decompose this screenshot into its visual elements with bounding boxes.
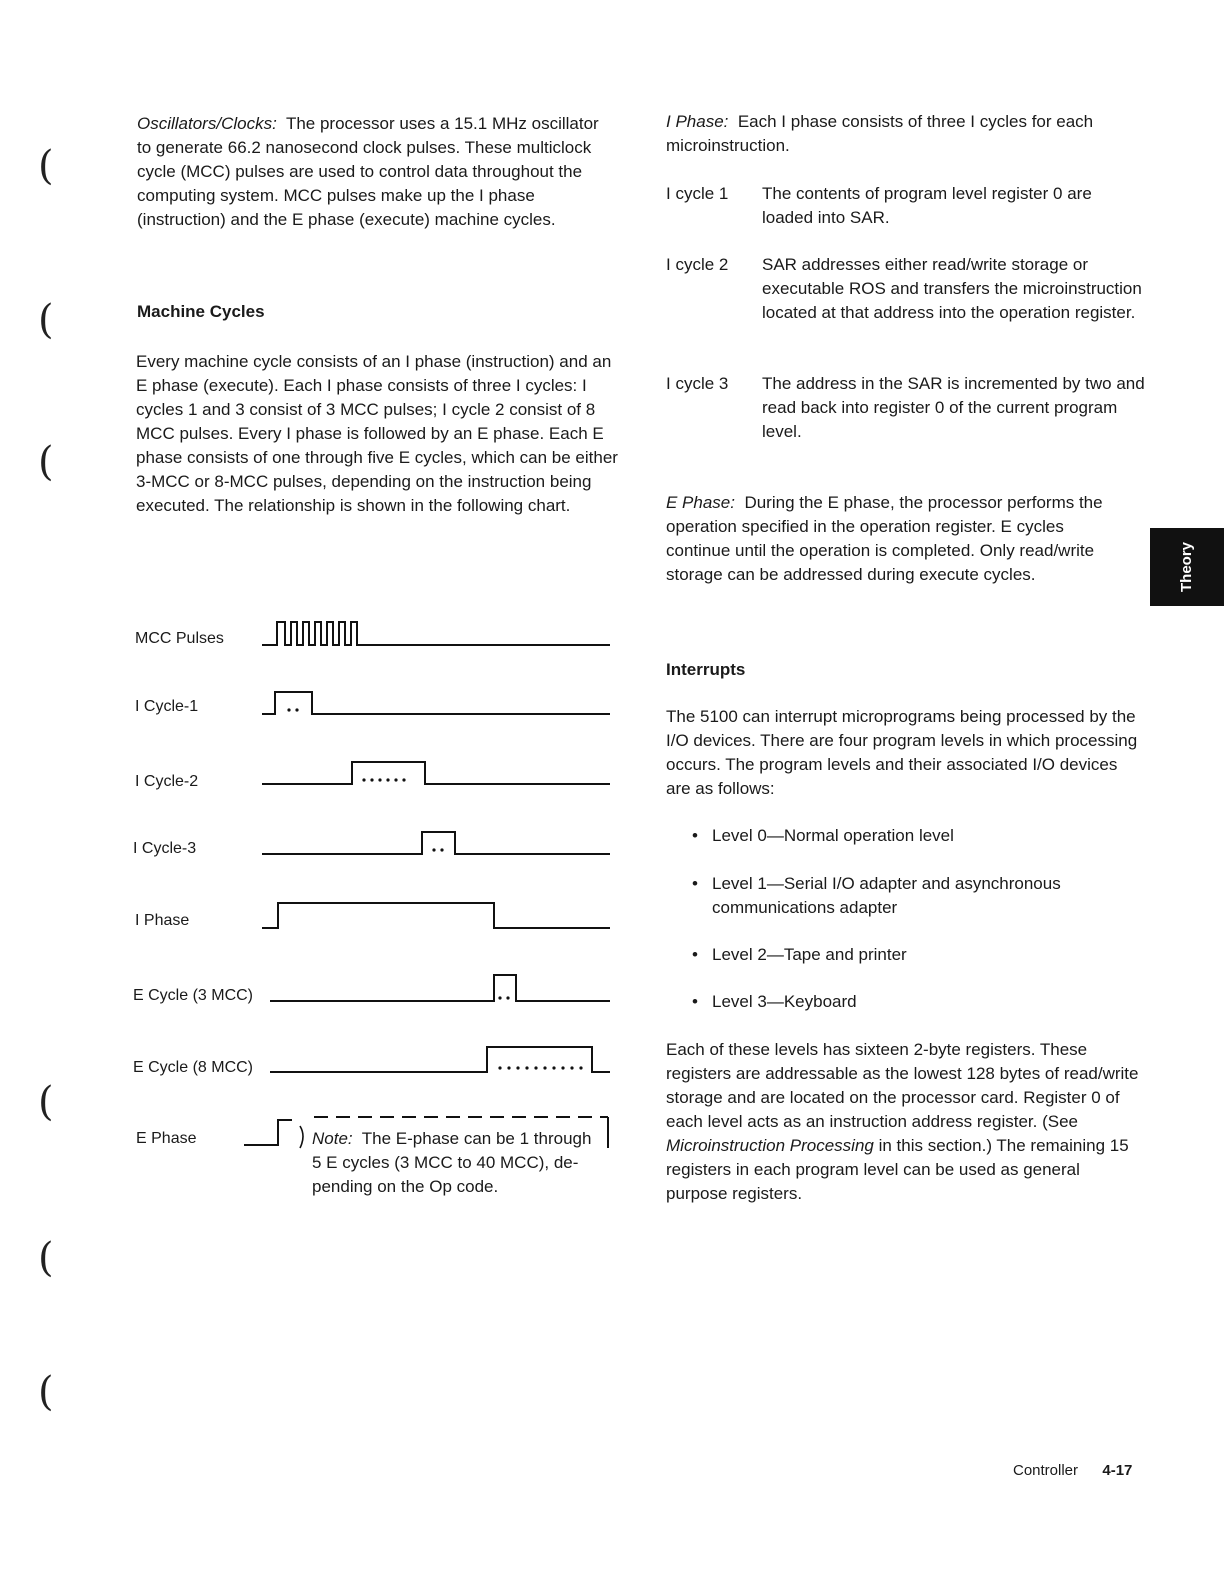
label-i-cycle-1: I Cycle-1: [135, 698, 199, 715]
i-cycle-3-key: I cycle 3: [666, 374, 729, 393]
wave-mcc-pulses: [262, 622, 610, 645]
interrupts-text: The 5100 can interrupt microprograms being processed by the I/O devices. There are four program levels in which processing occurs. The program levels and their associated I/O devices are as follows:: [666, 707, 1138, 798]
level-1-text: Level 1—Serial I/O adapter and asynchronous communications adapter: [712, 874, 1061, 917]
note-bracket: [300, 1126, 303, 1148]
page-number: 4-17: [1102, 1462, 1133, 1479]
e-phase-label: E Phase:: [666, 493, 735, 512]
binder-hole-mark: (: [38, 143, 54, 189]
oscillators-label: Oscillators/Clocks:: [137, 114, 277, 133]
interrupts-heading: Interrupts: [666, 660, 746, 679]
i-phase-paragraph: [666, 110, 1136, 158]
machine-cycles-heading: Machine Cycles: [137, 302, 265, 321]
wave-i-cycle-1: [262, 692, 610, 714]
i-phase-text: Each I phase consists of three I cycles for each microinstruction.: [666, 112, 1094, 155]
bullet-icon: •: [692, 874, 698, 893]
level-0-text: Level 0—Normal operation level: [712, 826, 954, 845]
binder-hole-mark: (: [38, 1079, 54, 1125]
footer: [1013, 1459, 1132, 1483]
level-2-text: Level 2—Tape and printer: [712, 945, 907, 964]
label-i-phase: I Phase: [135, 912, 190, 929]
i-cycle-2-desc: SAR addresses either read/write storage or executable ROS and transfers the microinstruction located at that address into the operation register.: [762, 255, 1142, 322]
registers-paragraph: [666, 1038, 1146, 1206]
note-line-2: 5 E cycles (3 MCC to 40 MCC), de-: [312, 1153, 579, 1172]
label-e-phase: E Phase: [136, 1130, 197, 1147]
i-cycle-3-desc: The address in the SAR is incremented by two and read back into register 0 of the current program level.: [762, 374, 1145, 441]
machine-cycles-text: Every machine cycle consists of an I phase (instruction) and an E phase (execute). Each I phase consists of three I cycles: I cycles 1 and 3 consist of 3 MCC pulses; I cycle 2 consist of 8 MCC pulses. Every I phase is followed by an E phase. Each E phase consists of one through five E cycles, which can be either 3-MCC or 8-MCC pulses, depending on the instruction being executed. The relationship is shown in the following chart.: [136, 352, 618, 515]
label-e-cycle-8mcc: E Cycle (8 MCC): [133, 1056, 255, 1080]
binder-hole-mark: (: [38, 439, 54, 485]
bullet-icon: •: [692, 945, 698, 964]
wave-e-cycle-3mcc: [270, 975, 610, 1001]
note-line-3: pending on the Op code.: [312, 1177, 499, 1196]
level-3-text: Level 3—Keyboard: [712, 992, 857, 1011]
note-line-1: The E-phase can be 1 through: [361, 1129, 592, 1148]
i-cycle-1-desc: The contents of program level register 0 are loaded into SAR.: [762, 184, 1092, 227]
label-e-cycle-3mcc: E Cycle (3 MCC): [133, 984, 255, 1008]
i-cycle-1-key: I cycle 1: [666, 184, 729, 203]
section-tab-label: Theory: [1178, 541, 1195, 593]
label-mcc-pulses: MCC Pulses: [135, 630, 224, 647]
timing-note: [312, 1127, 612, 1199]
note-label: Note:: [312, 1129, 353, 1148]
binder-hole-mark: (: [38, 1369, 54, 1415]
e-phase-text: During the E phase, the processor performs the operation specified in the operation register. E cycles continue until the operation is completed. Only read/write storage can be addressed during execute cycles.: [666, 493, 1103, 584]
label-i-cycle-3: I Cycle-3: [133, 840, 197, 857]
bullet-icon: •: [692, 992, 698, 1011]
interrupts-paragraph: [666, 705, 1140, 801]
binder-hole-mark: (: [38, 297, 54, 343]
label-i-cycle-2: I Cycle-2: [135, 773, 199, 790]
i-phase-label: I Phase:: [666, 112, 729, 131]
registers-ref: Microinstruction Processing: [666, 1136, 874, 1155]
bullet-icon: •: [692, 826, 698, 845]
wave-e-phase: [244, 1120, 292, 1145]
wave-e-cycle-8mcc: [270, 1047, 610, 1072]
wave-i-cycle-2: [262, 762, 610, 784]
oscillators-text: The processor uses a 15.1 MHz oscillator to generate 66.2 nanosecond clock pulses. These multiclock cycle (MCC) pulses are used to control data throughout the computing system. MCC pulses make up the I phase (instruction) and the E phase (execute) machine cycles.: [137, 114, 599, 229]
wave-i-phase: [262, 903, 610, 928]
footer-section: Controller: [1013, 1462, 1079, 1479]
registers-text-2: in this section.) The remaining 15 registers in each program level can be used as general purpose registers.: [666, 1136, 1129, 1203]
e-phase-paragraph: [666, 491, 1132, 587]
binder-hole-mark: (: [38, 1235, 54, 1281]
registers-text-1: Each of these levels has sixteen 2-byte registers. These registers are addressable as the lowest 128 bytes of read/write storage and are located on the processor card. Register 0 of each level acts as an instruction address register. (See: [666, 1040, 1139, 1131]
wave-i-cycle-3: [262, 832, 610, 854]
section-tab: [1150, 528, 1224, 606]
i-cycle-2-key: I cycle 2: [666, 255, 729, 274]
